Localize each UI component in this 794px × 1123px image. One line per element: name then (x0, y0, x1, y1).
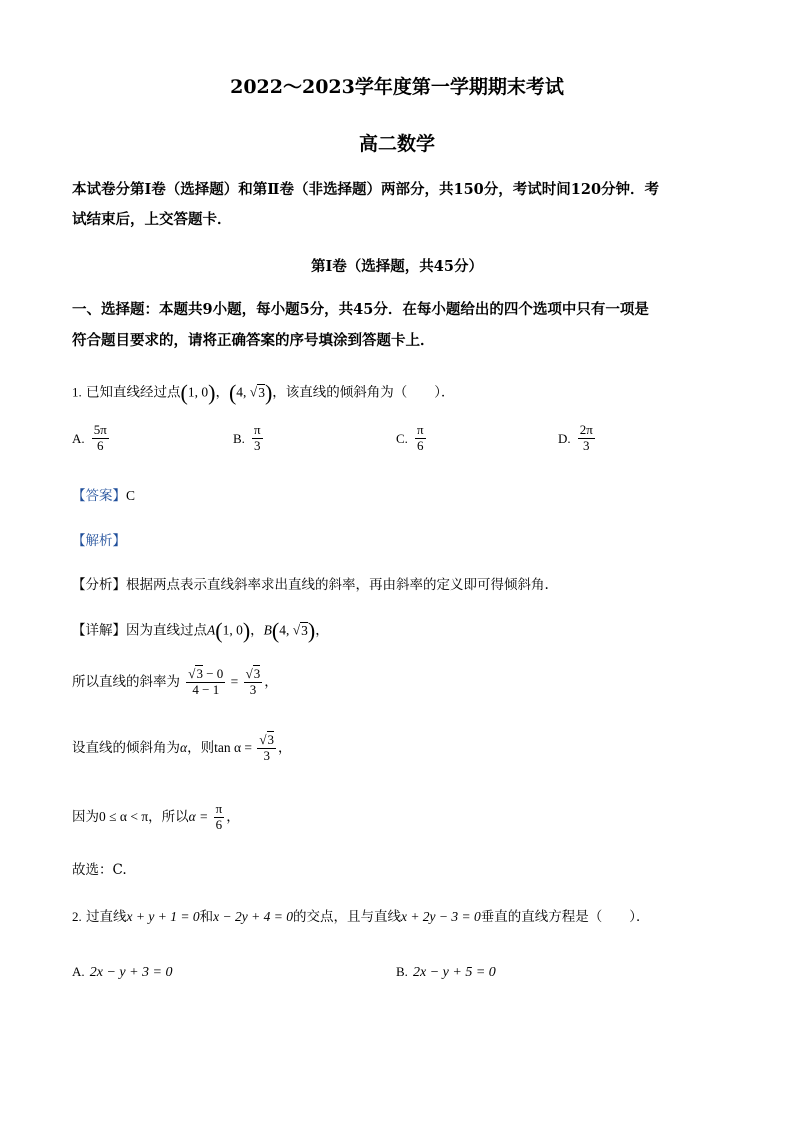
paren-open: ( (271, 618, 280, 643)
answer-tag: 【答案】 (72, 488, 126, 504)
answer-value: C (126, 488, 136, 503)
answer-line (72, 484, 135, 504)
point-a-label: A (207, 622, 216, 638)
sqrt-icon: √ (188, 666, 196, 681)
paren-close: ) (242, 618, 251, 643)
sqrt-icon: √ (292, 622, 301, 638)
range-fraction (214, 802, 225, 833)
section-line-1: 一、选择题：本题共9小题，每小题5分，共45分．在每小题给出的四个选项中只有一项是 (72, 301, 649, 318)
point-b-label: B (263, 622, 272, 638)
range-expr: 0 ≤ α < π (99, 808, 149, 824)
fraction-numerator: π (215, 801, 223, 816)
option-fraction (415, 423, 426, 454)
fraction-numerator: π (254, 422, 261, 437)
question-text-d: 垂直的直线方程是（ ）． (480, 909, 650, 925)
option-a (72, 961, 173, 981)
range-result: α = (188, 808, 212, 824)
tan-text: 设直线的倾斜角为 (72, 739, 180, 756)
separator: ， (215, 384, 229, 401)
line-equation-a: x + y + 1 = 0 (126, 909, 200, 924)
range-end: ， (226, 808, 240, 825)
slope-text: 所以直线的斜率为 (72, 673, 180, 690)
point-1: 1, 0 (187, 384, 209, 400)
option-fraction (578, 423, 595, 454)
option-b (233, 423, 265, 454)
fraction-numerator (186, 667, 225, 683)
slope-end: ， (264, 673, 278, 690)
option-b (396, 961, 496, 981)
tan-text-b: ，则 (187, 739, 215, 756)
question-text-c: 的交点，且与直线 (292, 909, 401, 925)
page-title: 2022～2023学年度第一学期期末考试 (230, 76, 564, 98)
tan-expr: tan α = (214, 739, 256, 755)
point-2-x: 4, (236, 384, 250, 400)
sqrt-icon: √ (245, 666, 253, 681)
fraction-denominator: 3 (583, 437, 590, 453)
point-a-coord: 1, 0 (222, 622, 243, 638)
equals-sign: = (227, 673, 242, 689)
question-number: 2. (72, 909, 82, 924)
fraction-denominator: 3 (249, 681, 257, 697)
line-equation-b: x − 2y + 4 = 0 (213, 909, 293, 924)
fraction-numerator: 5π (93, 422, 107, 437)
part-heading: 第Ⅰ卷（选择题，共45分） (311, 258, 483, 275)
paren-open: ( (215, 618, 223, 643)
numerator-rest: − 0 (202, 666, 224, 681)
paren-close: ) (307, 618, 316, 643)
fraction-numerator (244, 667, 263, 683)
fraction-denominator: 4 − 1 (192, 681, 220, 697)
page-subtitle: 高二数学 (358, 133, 435, 155)
sqrt-value: 3 (196, 666, 203, 681)
question-1 (72, 380, 455, 406)
fenxi-tag: 【分析】 (72, 577, 126, 593)
option-label: D. (558, 430, 571, 446)
fraction-denominator: 3 (263, 747, 270, 763)
fraction-denominator: 3 (254, 437, 261, 453)
option-label: C. (396, 430, 408, 446)
option-label: A. (72, 964, 85, 979)
fraction-denominator: 6 (215, 816, 223, 832)
conclusion: 故选：C. (72, 862, 127, 878)
sqrt-icon: √ (249, 384, 258, 400)
option-expression: 2x − y + 5 = 0 (413, 965, 496, 980)
analysis-line (72, 573, 549, 593)
option-fraction (252, 423, 263, 454)
sqrt-value: 3 (253, 666, 261, 681)
sqrt-value: 3 (267, 732, 275, 747)
detail-line (72, 618, 329, 644)
option-c (396, 423, 428, 454)
slope-line (72, 667, 278, 698)
point-b-sqrt: 3 (301, 622, 308, 638)
question-2 (72, 905, 650, 925)
question-text-tail: ，该直线的倾斜角为（ ）． (272, 384, 455, 401)
sqrt-icon: √ (259, 732, 267, 747)
paren-open: ( (180, 380, 188, 405)
fraction-numerator: π (417, 422, 424, 437)
option-a (72, 423, 111, 454)
tan-line (72, 733, 292, 764)
paren-close: ) (264, 380, 273, 405)
option-label: B. (233, 430, 245, 446)
paren-open: ( (228, 380, 237, 405)
intro-line-1: 本试卷分第Ⅰ卷（选择题）和第Ⅱ卷（非选择题）两部分，共150分，考试时间120分钟．考 (72, 181, 660, 198)
section-line-2: 符合题目要求的，请将正确答案的序号填涂到答题卡上． (72, 332, 435, 349)
question-text: 过直线 (86, 909, 127, 925)
slope-fraction (186, 667, 225, 698)
separator: ， (250, 622, 264, 639)
question-text: 已知直线经过点 (86, 384, 181, 401)
point-2-sqrt: 3 (258, 384, 265, 400)
fraction-numerator (257, 733, 276, 749)
range-text: 因为 (72, 808, 99, 825)
tan-fraction (257, 733, 276, 764)
option-fraction (92, 423, 109, 454)
fenxi-text: 根据两点表示直线斜率求出直线的斜率，再由斜率的定义即可得倾斜角. (126, 577, 549, 593)
slope-result-fraction (244, 667, 263, 698)
fraction-numerator: 2π (579, 422, 593, 437)
detail-tag: 【详解】 (72, 622, 126, 639)
line-equation-c: x + 2y − 3 = 0 (400, 909, 481, 924)
detail-end: ， (315, 622, 329, 639)
point-b-x: 4, (279, 622, 293, 638)
range-line (72, 802, 240, 833)
alpha-symbol: α (180, 739, 188, 755)
fraction-denominator: 6 (97, 437, 104, 453)
option-label: B. (396, 964, 408, 979)
question-number: 1. (72, 384, 82, 400)
option-d (558, 423, 597, 454)
paren-close: ) (208, 380, 216, 405)
fraction-denominator: 6 (417, 437, 424, 453)
intro-line-2: 试结束后，上交答题卡． (72, 211, 232, 228)
option-expression: 2x − y + 3 = 0 (89, 965, 173, 980)
range-text-b: ，所以 (148, 808, 189, 825)
tan-end: ， (278, 739, 292, 756)
question-text-b: 和 (199, 909, 214, 925)
option-label: A. (72, 430, 85, 446)
detail-text: 因为直线过点 (126, 622, 207, 639)
analysis-tag: 【解析】 (72, 533, 126, 549)
